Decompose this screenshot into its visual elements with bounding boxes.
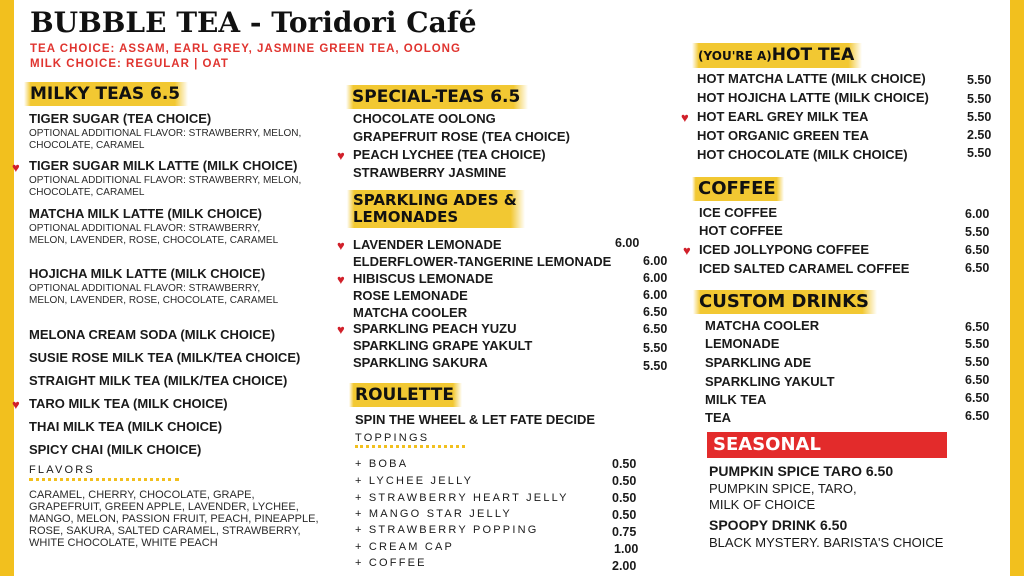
seasonal-item2-line1: BLACK MYSTERY. BARISTA'S CHOICE [709,535,944,550]
toppings-label: TOPPINGS [355,432,430,444]
sparkling-header-line2: LEMONADES [353,208,459,226]
sparkling-price-peach-yuzu: 6.50 [643,322,668,336]
special-teas-header: SPECIAL-TEAS 6.5 [346,85,528,109]
coffee-header: COFFEE [692,177,784,201]
milky-item-susie-rose: SUSIE ROSE MILK TEA (MILK/TEA CHOICE) [29,350,301,365]
topping-cream-cap-price: 1.00 [614,542,639,556]
milky-item-hojicha-latte-note: OPTIONAL ADDITIONAL FLAVOR: STRAWBERRY, MELON, LAVENDER, ROSE, CHOCOLATE, CARAMEL [29,283,279,306]
heart-icon: ♥ [337,148,345,163]
custom-price-sparkling-ade: 5.50 [965,355,990,369]
milky-item-straight: STRAIGHT MILK TEA (MILK/TEA CHOICE) [29,373,288,388]
custom-item-sparkling-yakult: SPARKLING YAKULT [705,374,835,389]
milk-choice-text: MILK CHOICE: REGULAR | OAT [30,58,229,70]
milky-item-thai: THAI MILK TEA (MILK CHOICE) [29,419,223,434]
topping-mango-star-jelly-price: 0.50 [612,508,637,522]
sparkling-price-grape-yakult: 5.50 [643,341,668,355]
topping-mango-star-jelly: + MANGO STAR JELLY [355,508,512,520]
seasonal-item1-line2: MILK OF CHOICE [709,497,816,512]
sparkling-price-sakura: 5.50 [643,359,668,373]
seasonal-header: SEASONAL [707,432,947,458]
sparkling-item-lavender: LAVENDER LEMONADE [353,237,502,252]
coffee-item-ice: ICE COFFEE [699,205,778,220]
milky-item-taro: TARO MILK TEA (MILK CHOICE) [29,396,228,411]
custom-item-matcha-cooler: MATCHA COOLER [705,318,820,333]
seasonal-item2-title: SPOOPY DRINK 6.50 [709,517,848,533]
milky-item-matcha-latte: MATCHA MILK LATTE (MILK CHOICE) [29,206,262,221]
special-item-chocolate-oolong: CHOCOLATE OOLONG [353,111,496,126]
topping-lychee-jelly: + LYCHEE JELLY [355,475,474,487]
topping-strawberry-heart-jelly: + STRAWBERRY HEART JELLY [355,492,569,504]
hot-item-matcha: HOT MATCHA LATTE (MILK CHOICE) [697,71,926,86]
sparkling-price-hibiscus: 6.00 [643,271,668,285]
heart-icon: ♥ [337,322,345,337]
milky-item-tiger-sugar: TIGER SUGAR (TEA CHOICE) [29,111,212,126]
seasonal-item1-title: PUMPKIN SPICE TARO 6.50 [709,463,894,479]
coffee-item-hot: HOT COFFEE [699,223,783,238]
coffee-price-salted-caramel: 6.50 [965,261,990,275]
milky-item-spicy-chai: SPICY CHAI (MILK CHOICE) [29,442,202,457]
flavors-label: FLAVORS [29,464,95,476]
custom-item-milk-tea: MILK TEA [705,392,767,407]
hot-tea-header [692,43,862,68]
milky-item-tiger-sugar-note: OPTIONAL ADDITIONAL FLAVOR: STRAWBERRY, MELON, CHOCOLATE, CARAMEL [29,128,302,151]
custom-item-sparkling-ade: SPARKLING ADE [705,355,812,370]
topping-boba: + BOBA [355,458,409,470]
hot-item-chocolate: HOT CHOCOLATE (MILK CHOICE) [697,147,908,162]
custom-item-lemonade: LEMONADE [705,336,780,351]
flavors-underline [29,473,179,481]
hot-price-earl-grey: 5.50 [967,110,992,124]
topping-lychee-jelly-price: 0.50 [612,474,637,488]
topping-coffee-price: 2.00 [612,559,637,573]
heart-icon: ♥ [681,110,689,125]
heart-icon: ♥ [12,160,20,175]
custom-drinks-header: CUSTOM DRINKS [693,290,877,314]
special-item-strawberry-jasmine: STRAWBERRY JASMINE [353,165,507,180]
hot-item-earl-grey: HOT EARL GREY MILK TEA [697,109,869,124]
coffee-price-jollypong: 6.50 [965,243,990,257]
sparkling-header [347,190,525,228]
sparkling-price-lavender: 6.00 [615,236,640,250]
heart-icon: ♥ [337,272,345,287]
heart-icon: ♥ [337,238,345,253]
topping-strawberry-popping: + STRAWBERRY POPPING [355,524,539,536]
sparkling-item-grape-yakult: SPARKLING GRAPE YAKULT [353,338,533,353]
custom-price-milk-tea: 6.50 [965,391,990,405]
sparkling-item-elderflower: ELDERFLOWER-TANGERINE LEMONADE [353,254,612,269]
hot-price-chocolate: 5.50 [967,146,992,160]
custom-price-sparkling-yakult: 6.50 [965,373,990,387]
hot-price-matcha: 5.50 [967,73,992,87]
milky-item-hojicha-latte: HOJICHA MILK LATTE (MILK CHOICE) [29,266,266,281]
coffee-item-jollypong: ICED JOLLYPONG COFFEE [699,242,869,257]
hot-tea-header-big: HOT TEA [771,45,855,65]
milky-item-melona: MELONA CREAM SODA (MILK CHOICE) [29,327,276,342]
hot-price-hojicha: 5.50 [967,92,992,106]
milky-item-tiger-sugar-latte: TIGER SUGAR MILK LATTE (MILK CHOICE) [29,158,298,173]
roulette-text: SPIN THE WHEEL & LET FATE DECIDE [355,412,596,427]
custom-price-tea: 6.50 [965,409,990,423]
menu-title: BUBBLE TEA - Toridori Café [30,6,477,39]
special-item-grapefruit-rose: GRAPEFRUIT ROSE (TEA CHOICE) [353,129,570,144]
roulette-header: ROULETTE [349,383,462,407]
coffee-price-hot: 5.50 [965,225,990,239]
custom-price-lemonade: 5.50 [965,337,990,351]
coffee-price-ice: 6.00 [965,207,990,221]
milky-item-matcha-latte-note: OPTIONAL ADDITIONAL FLAVOR: STRAWBERRY, MELON, LAVENDER, ROSE, CHOCOLATE, CARAMEL [29,223,279,246]
toppings-underline [355,440,465,448]
topping-strawberry-heart-jelly-price: 0.50 [612,491,637,505]
sparkling-item-rose: ROSE LEMONADE [353,288,468,303]
tea-choice-text: TEA CHOICE: ASSAM, EARL GREY, JASMINE GREEN TEA, OOLONG [30,43,461,55]
milky-teas-header: MILKY TEAS 6.5 [24,82,188,106]
sparkling-price-rose: 6.00 [643,288,668,302]
heart-icon: ♥ [12,397,20,412]
sparkling-price-elderflower: 6.00 [643,254,668,268]
milky-item-tiger-sugar-latte-note: OPTIONAL ADDITIONAL FLAVOR: STRAWBERRY, MELON, CHOCOLATE, CARAMEL [29,175,302,198]
seasonal-item1-line1: PUMPKIN SPICE, TARO, [709,481,857,496]
custom-price-matcha-cooler: 6.50 [965,320,990,334]
topping-coffee: + COFFEE [355,557,427,569]
hot-tea-header-small: (YOU'RE A) [698,49,772,63]
special-item-peach-lychee: PEACH LYCHEE (TEA CHOICE) [353,147,546,162]
custom-item-tea: TEA [705,410,731,425]
heart-icon: ♥ [683,243,691,258]
sparkling-item-hibiscus: HIBISCUS LEMONADE [353,271,494,286]
topping-cream-cap: + CREAM CAP [355,541,455,553]
sparkling-price-matcha-cooler: 6.50 [643,305,668,319]
flavors-list: CARAMEL, CHERRY, CHOCOLATE, GRAPE, GRAPEFRUIT, GREEN APPLE, LAVENDER, LYCHEE, MANGO, MELON, PASSION FRUIT, PEACH, PINEAPPLE, ROSE, SAKURA, SALTED CARAMEL, STRAWBERRY, WHITE CHOCOLATE, WHITE PEACH [29,489,319,549]
hot-item-green-tea: HOT ORGANIC GREEN TEA [697,128,869,143]
topping-boba-price: 0.50 [612,457,637,471]
left-yellow-border [0,0,14,576]
hot-item-hojicha: HOT HOJICHA LATTE (MILK CHOICE) [697,90,929,105]
sparkling-item-sakura: SPARKLING SAKURA [353,355,488,370]
sparkling-item-peach-yuzu: SPARKLING PEACH YUZU [353,321,517,336]
coffee-item-salted-caramel: ICED SALTED CARAMEL COFFEE [699,261,910,276]
topping-strawberry-popping-price: 0.75 [612,525,637,539]
sparkling-header-line1: SPARKLING ADES & [353,191,517,209]
hot-price-green-tea: 2.50 [967,128,992,142]
right-yellow-border [1010,0,1024,576]
sparkling-item-matcha-cooler: MATCHA COOLER [353,305,468,320]
